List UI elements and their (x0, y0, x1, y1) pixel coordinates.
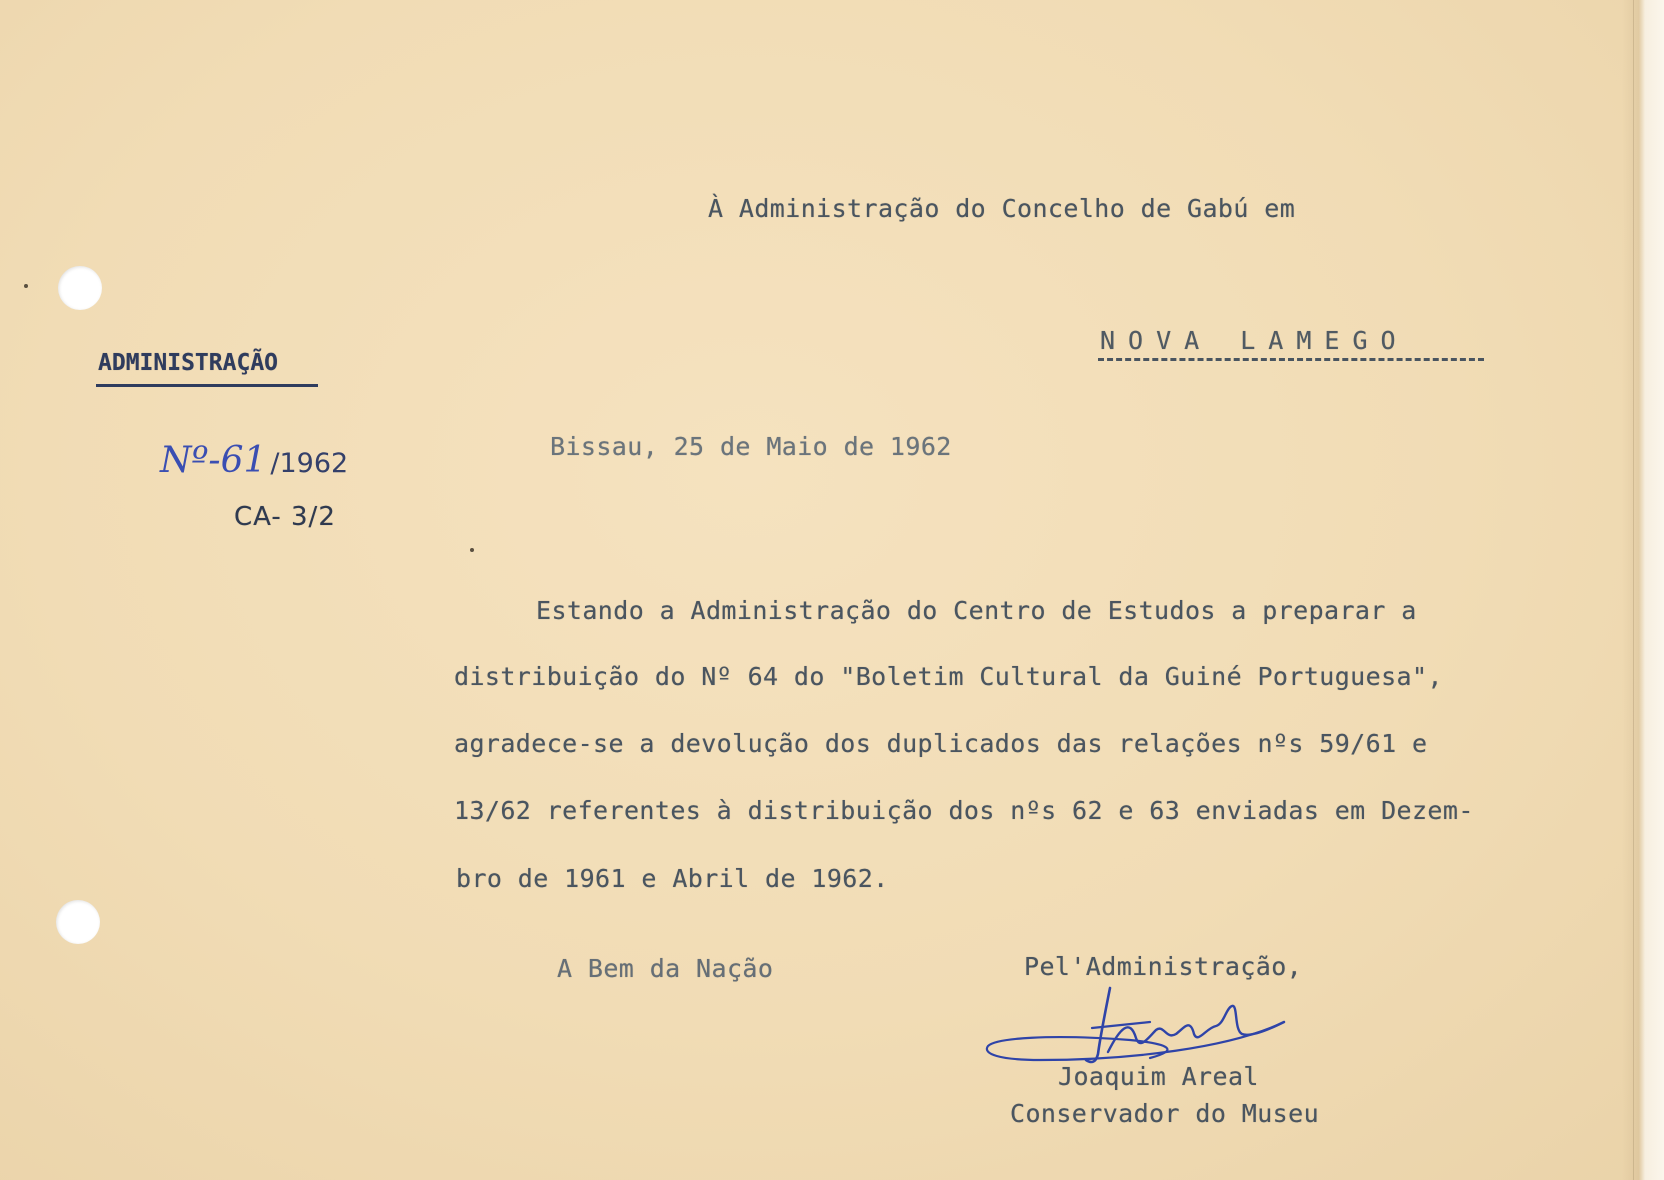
signed-for-line: Pel'Administração, (1024, 952, 1303, 981)
punch-hole-top (58, 266, 102, 310)
destination-city: NOVA LAMEGO (1100, 326, 1409, 355)
department-underline (96, 384, 318, 387)
addressee-line: À Administração do Concelho de Gabú em (708, 194, 1296, 223)
body-line: 13/62 referentes à distribuição dos nºs 62 e 63 enviadas em Dezem- (454, 796, 1474, 825)
department-stamp: ADMINISTRAÇÃO (98, 350, 279, 376)
closing-salutation: A Bem da Nação (557, 954, 774, 983)
paper-speck (24, 284, 28, 288)
reference-number (160, 440, 348, 481)
paper-right-edge (1622, 0, 1664, 1180)
paper-speck (470, 548, 474, 552)
signatory-title: Conservador do Museu (1010, 1099, 1320, 1128)
paper-edge-line (1633, 0, 1634, 1180)
signatory-name: Joaquim Areal (1058, 1062, 1259, 1091)
reference-code: CA- 3/2 (234, 502, 336, 532)
body-line: bro de 1961 e Abril de 1962. (456, 864, 889, 893)
body-line: distribuição do Nº 64 do "Boletim Cultural da Guiné Portuguesa", (454, 662, 1443, 691)
punch-hole-bottom (56, 900, 100, 944)
city-underline (1098, 358, 1484, 361)
reference-year: /1962 (270, 448, 349, 479)
date-line: Bissau, 25 de Maio de 1962 (550, 432, 952, 461)
body-line: agradece-se a devolução dos duplicados das relações nºs 59/61 e (454, 729, 1428, 758)
reference-number-handwritten: Nº-61 (160, 440, 267, 481)
body-line: Estando a Administração do Centro de Estudos a preparar a (536, 596, 1417, 625)
